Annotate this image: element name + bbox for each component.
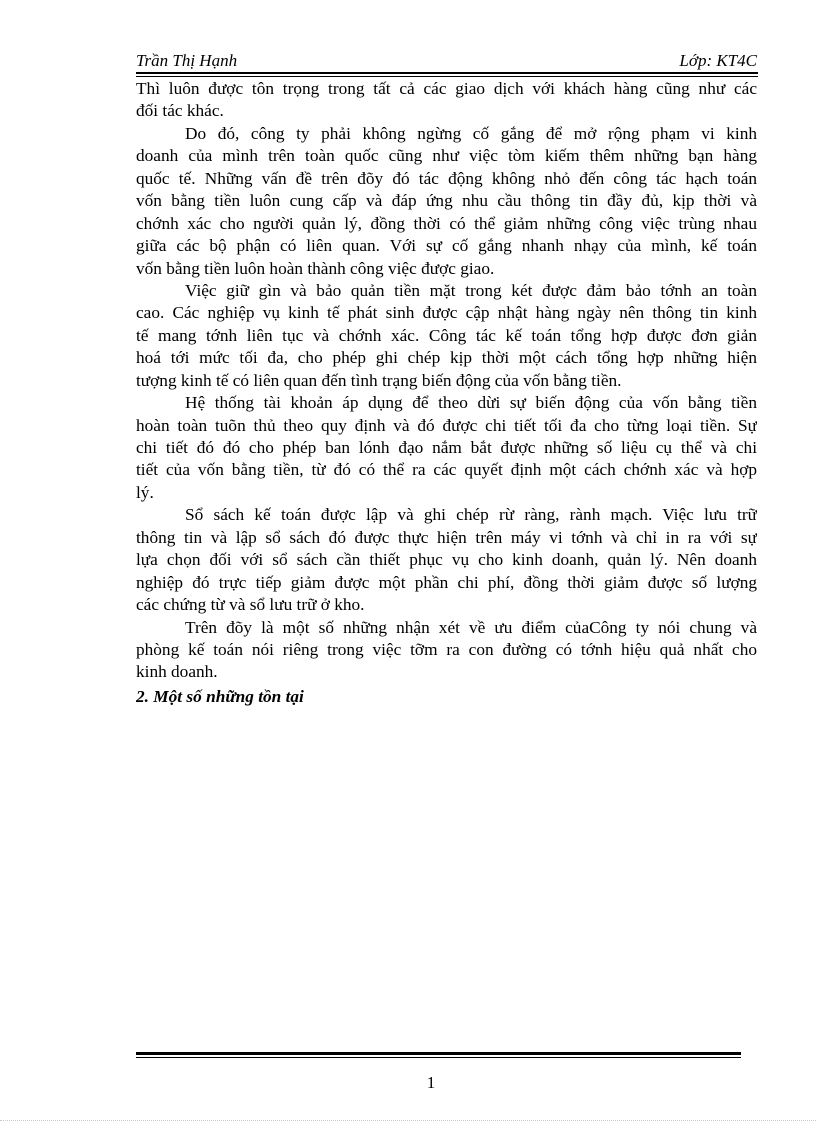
text-line: lý. (136, 482, 154, 502)
text-line: tượng kinh tế có liên quan đến tình trạng biến động của vốn bằng tiền. (136, 370, 622, 390)
text-line: doanh của mình trên toàn quốc cũng như việc tòm kiếm thêm những bạn hàng (136, 146, 757, 166)
paragraph (136, 504, 757, 616)
header-rule-thick (136, 72, 758, 74)
text-line: đối tác khác. (136, 101, 224, 121)
page-number: 1 (426, 1073, 436, 1092)
footer-rule-thin (136, 1057, 741, 1058)
text-line: tiết của vốn bằng tiền, từ đó có thể ra các quyết định một cách chớnh xác và hợp (136, 460, 757, 480)
text-line: quốc tế. Những vấn đề trên đõy đó tác động không nhỏ đến công tác hạch toán (136, 168, 757, 188)
text-line: cao. Các nghiệp vụ kinh tế phát sinh được cập nhật hàng ngày nên thông tin kinh (136, 303, 757, 323)
header-class: Lớp: KT4C (679, 51, 757, 70)
body-text (136, 78, 757, 708)
text-line: vốn bằng tiền luôn hoàn thành công việc được giao. (136, 258, 495, 278)
section-heading-wrap (136, 686, 757, 708)
text-line: chi tiết đó đó cho phép ban lónh đạo nắm bắt được những số liệu cụ thể và chi (136, 438, 757, 457)
text-line: lựa chọn đối với sổ sách cần thiết phục vụ cho kinh doanh, quản lý. Nên doanh (136, 550, 757, 570)
page-edge-dotted-line (0, 1120, 816, 1121)
text-line: thông tin và lập sổ sách đó được thực hiện trên máy vi tớnh và chỉ in ra với sự (136, 527, 757, 547)
header-author: Trần Thị Hạnh (136, 51, 238, 70)
text-line: Do đó, công ty phải không ngừng cố gắng để mở rộng phạm vi kinh (185, 123, 757, 143)
text-line: các chứng từ và sổ lưu trữ ở kho. (136, 595, 365, 615)
text-line: tế mang tớnh liên tục và chớnh xác. Công tác kế toán tổng hợp được đơn giản (136, 325, 757, 345)
text-line: hoá tới mức tối đa, cho phép ghi chép kịp thời một cách tổng hợp những hiện (136, 348, 757, 368)
text-line: Trên đõy là một số những nhận xét về ưu điểm củaCông ty nói chung và (185, 617, 757, 637)
text-line: kinh doanh. (136, 662, 218, 682)
text-line: Thì luôn được tôn trọng trong tất cả các giao dịch với khách hàng cũng như các (136, 79, 757, 98)
footer-rule-thick (136, 1052, 741, 1055)
text-line: giữa các bộ phận có liên quan. Với sự cố gắng nhanh nhạy của mình, kế toán (136, 236, 757, 256)
text-line: phòng kế toán nói riêng trong việc tỡm ra con đường có tớnh hiệu quả nhất cho (136, 639, 757, 659)
text-line: Hệ thống tài khoản áp dụng để theo dừi sự biến động của vốn bằng tiền (185, 393, 757, 413)
paragraph (136, 280, 757, 392)
paragraph (136, 78, 757, 123)
paragraph (136, 123, 757, 280)
text-line: nghiệp đó trực tiếp giảm được một phần chi phí, đồng thời giảm được số lượng (136, 572, 757, 592)
text-line: chớnh xác cho người quản lý, đồng thời có thể giảm những công việc trùng nhau (136, 213, 757, 233)
text-line: vốn bằng tiền luôn cung cấp và đáp ứng nhu cầu thông tin đầy đủ, kịp thời và (136, 191, 757, 211)
header-rule-thin (136, 76, 758, 77)
section-heading: 2. Một số những tồn tại (136, 686, 304, 706)
text-line: Sổ sách kế toán được lập và ghi chép rừ ràng, rành mạch. Việc lưu trữ (185, 505, 757, 525)
paragraph (136, 617, 757, 684)
page-header (136, 50, 757, 72)
paragraph (136, 392, 757, 504)
text-line: Việc giữ gìn và bảo quản tiền mặt trong két được đảm bảo tớnh an toàn (185, 280, 757, 300)
text-line: hoàn toàn tuõn thủ theo quy định và đó được chi tiết tối đa cho từng loại tiền. Sự (136, 415, 757, 435)
